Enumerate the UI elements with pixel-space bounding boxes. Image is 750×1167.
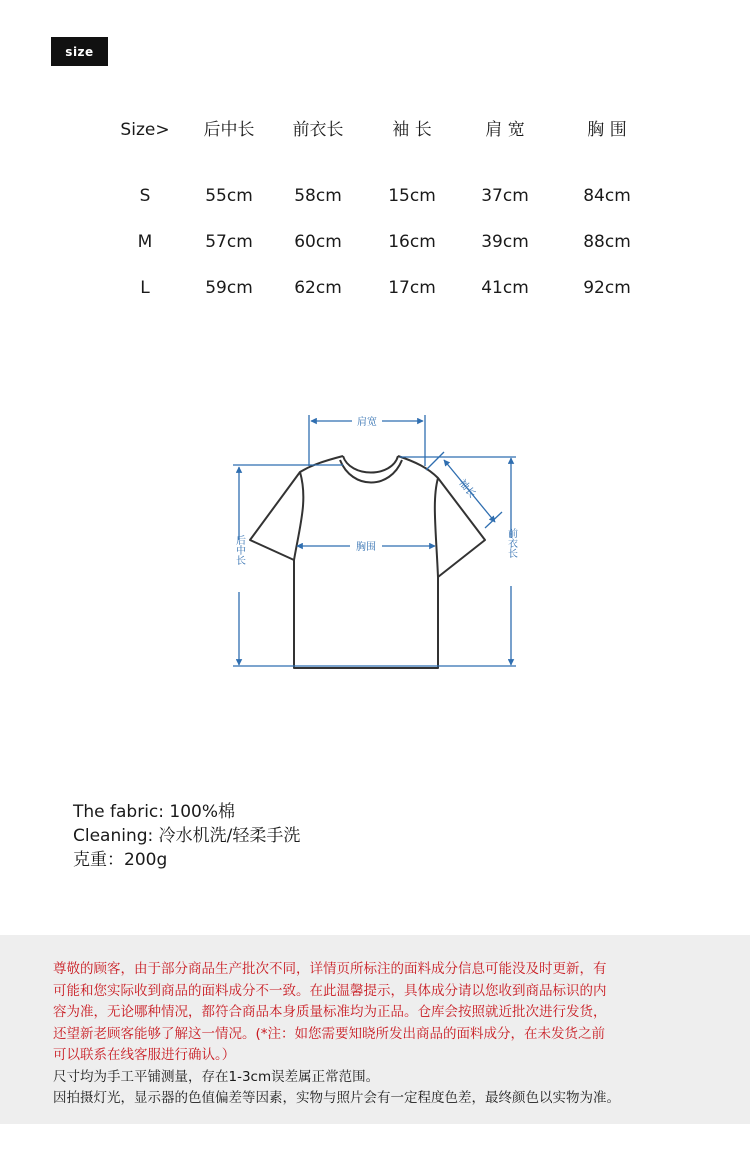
front-length-label: 前衣长 [505,528,517,558]
value-cell: 37cm [481,186,529,206]
chest-label: 胸围 [356,542,376,553]
value-cell: 59cm [205,278,253,298]
header-sleeve-length: 袖 长 [392,120,432,140]
value-cell: 92cm [583,278,631,298]
notice-red-line: 还望新老顾客能够了解这一情况。(*注：如您需要知晓所发出商品的面料成分，在未发货之前 [53,1025,606,1042]
header-shoulder-width: 肩 宽 [485,120,525,140]
size-cell: M [137,232,153,252]
tshirt-measurement-diagram [225,400,525,680]
notice-dark-line: 尺寸均为手工平铺测量，存在1-3cm误差属正常范围。 [53,1068,380,1085]
value-cell: 84cm [583,186,631,206]
size-section-tag: size [51,37,108,66]
cleaning-line: Cleaning: 冷水机洗/轻柔手洗 [73,826,301,846]
notice-box [0,935,750,1124]
value-cell: 41cm [481,278,529,298]
value-cell: 15cm [388,186,436,206]
notice-red-line: 可能和您实际收到商品的面料成分不一致。在此温馨提示，具体成分请以您收到商品标识的内 [53,982,607,999]
table-row [0,270,750,316]
value-cell: 17cm [388,278,436,298]
value-cell: 58cm [294,186,342,206]
header-chest: 胸 围 [587,120,627,140]
value-cell: 16cm [388,232,436,252]
sleeve-guide-top [426,452,444,470]
back-length-label: 后中长 [233,535,245,565]
shoulder-label: 肩宽 [357,417,377,428]
notice-red-line: 容为准，无论哪种情况，都符合商品本身质量标准均为正品。仓库会按照就近批次进行发货， [53,1004,607,1020]
value-cell: 88cm [583,232,631,252]
value-cell: 55cm [205,186,253,206]
size-cell: S [139,186,151,206]
notice-dark-line: 因拍摄灯光，显示器的色值偏差等因素，实物与照片会有一定程度色差，最终颜色以实物为准。 [53,1090,620,1106]
table-row [0,178,750,224]
size-table-header [0,112,750,178]
sleeve-guide-bottom [485,512,502,528]
value-cell: 60cm [294,232,342,252]
size-cell: L [140,278,150,298]
fabric-info [73,800,300,872]
value-cell: 62cm [294,278,342,298]
table-row [0,224,750,270]
header-front-length: 前衣长 [292,120,344,140]
weight-line: 克重：200g [73,850,168,870]
notice-red-line: 可以联系在线客服进行确认。） [53,1047,236,1063]
value-cell: 39cm [481,232,529,252]
header-back-length: 后中长 [203,120,255,140]
value-cell: 57cm [205,232,253,252]
fabric-line: The fabric: 100%棉 [73,802,236,822]
size-chart-table [0,112,750,316]
notice-red-line: 尊敬的顾客，由于部分商品生产批次不同，详情页所标注的面料成分信息可能没及时更新，有 [53,961,607,977]
sleeve-label: 袖长 [456,477,478,501]
tshirt-outline [250,456,485,668]
header-size: Size> [120,120,170,140]
